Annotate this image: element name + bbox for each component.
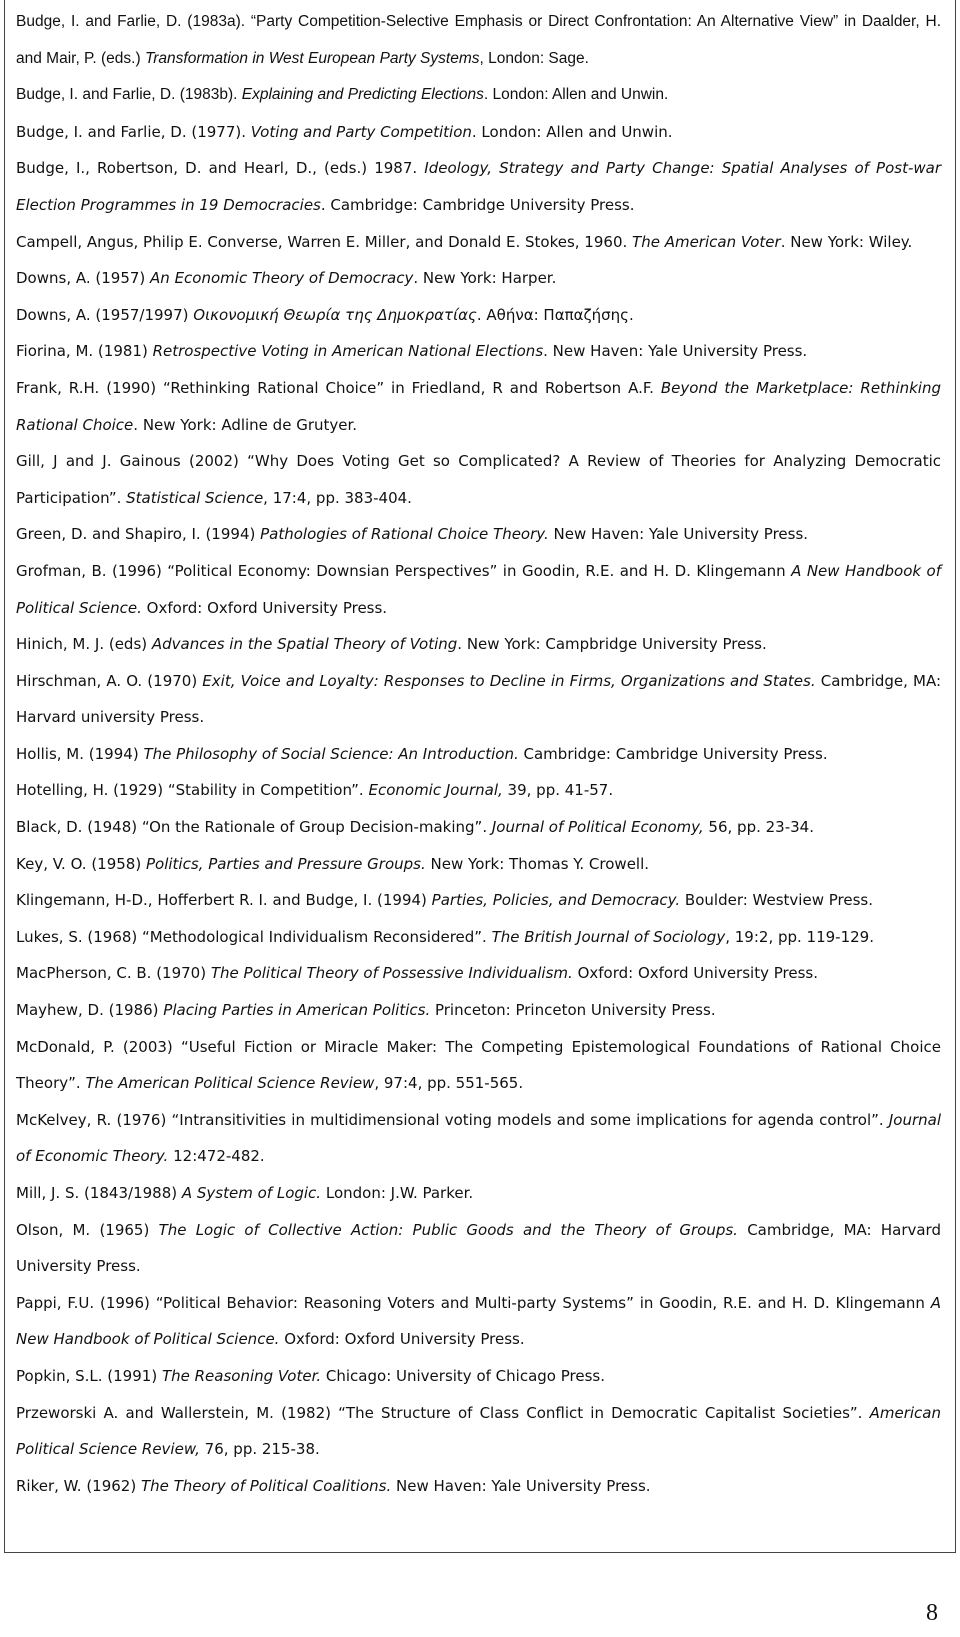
reference-text: New Haven: Yale University Press. xyxy=(391,1476,651,1495)
reference-title: Transformation in West European Party Systems xyxy=(144,49,480,67)
reference-text: London: J.W. Parker. xyxy=(321,1184,474,1202)
reference-title: Journal of Political Economy, xyxy=(491,818,704,837)
reference-entry xyxy=(16,663,941,736)
reference-text: . Cambridge: Cambridge University Press. xyxy=(320,195,635,214)
reference-text: Cambridge: Cambridge University Press. xyxy=(518,744,828,763)
reference-title: Journal of Economic Theory. xyxy=(16,1110,941,1166)
reference-title: Voting and Party Competition xyxy=(250,122,472,141)
reference-text: Downs, A. (1957/1997) xyxy=(16,305,194,324)
reference-text: Popkin, S.L. (1991) xyxy=(16,1366,162,1385)
reference-title: Parties, Policies, and Democracy. xyxy=(431,891,681,910)
reference-text: New Haven: Yale University Press. xyxy=(548,525,809,544)
reference-text: 76, pp. 215-38. xyxy=(199,1440,320,1459)
reference-text: . Αθήνα: Παπαζήσης. xyxy=(476,305,634,324)
reference-text: Key, V. O. (1958) xyxy=(16,854,146,873)
reference-title: The American Political Science Review xyxy=(85,1074,375,1093)
reference-text: . New York: Adline de Grutyer. xyxy=(133,415,358,434)
reference-text: Hollis, M. (1994) xyxy=(16,744,144,763)
reference-title: Οικονομική Θεωρία της Δημοκρατίας xyxy=(193,305,477,324)
reference-entry xyxy=(16,809,941,846)
reference-entry xyxy=(16,772,941,809)
reference-entry xyxy=(16,1395,941,1468)
reference-text: . New York: Wiley. xyxy=(780,232,913,251)
reference-title: Explaining and Predicting Elections xyxy=(241,86,484,104)
reference-entry xyxy=(16,443,941,516)
reference-text: 39, pp. 41-57. xyxy=(502,781,614,800)
reference-entry xyxy=(16,4,941,77)
reference-entry xyxy=(16,333,941,370)
reference-text: . London: Allen and Unwin. xyxy=(483,86,669,104)
reference-entry xyxy=(16,77,941,114)
reference-title: Economic Journal, xyxy=(368,781,503,800)
reference-text: Princeton: Princeton University Press. xyxy=(430,1001,716,1020)
reference-title: Beyond the Marketplace: Rethinking Rational Choice xyxy=(16,378,941,434)
reference-title: Placing Parties in American Politics. xyxy=(163,1001,431,1020)
reference-text: Cambridge, MA: Harvard University Press. xyxy=(16,1220,941,1276)
reference-text: Black, D. (1948) “On the Rationale of Group Decision-making”. xyxy=(16,818,492,837)
reference-text: Chicago: University of Chicago Press. xyxy=(321,1366,605,1385)
reference-title: Advances in the Spatial Theory of Voting xyxy=(151,635,458,654)
reference-entry xyxy=(16,919,941,956)
reference-title: Politics, Parties and Pressure Groups. xyxy=(145,854,426,873)
reference-title: The Logic of Collective Action: Public Goods and the Theory of Groups. xyxy=(158,1220,738,1239)
reference-entry xyxy=(16,626,941,663)
reference-text: . New York: Harper. xyxy=(413,269,557,288)
reference-entry xyxy=(16,150,941,223)
reference-entry xyxy=(16,553,941,626)
reference-entry xyxy=(16,114,941,151)
reference-entry xyxy=(16,736,941,773)
reference-text: Budge, I. and Farlie, D. (1983a). “Party Competition-Selective Emphasis or Direct Confrontation: An Alternative View” in Daalder, H. and Mair, P. (eds.) xyxy=(16,13,941,67)
reference-title: The British Journal of Sociology xyxy=(491,927,726,946)
reference-text: Mill, J. S. (1843/1988) xyxy=(16,1184,182,1202)
reference-text: Downs, A. (1957) xyxy=(16,269,151,288)
reference-text: Przeworski A. and Wallerstein, M. (1982) “The Structure of Class Conflict in Democratic Capitalist Societies”. xyxy=(16,1403,870,1422)
reference-text: Klingemann, H-D., Hofferbert R. I. and Budge, I. (1994) xyxy=(16,891,432,910)
reference-text: Green, D. and Shapiro, I. (1994) xyxy=(16,525,261,544)
reference-title: Pathologies of Rational Choice Theory. xyxy=(260,525,549,544)
reference-title: The American Voter xyxy=(632,232,781,251)
reference-text: . New York: Campbridge University Press. xyxy=(457,635,767,654)
reference-entry xyxy=(16,1212,941,1285)
reference-text: McDonald, P. (2003) “Useful Fiction or Miracle Maker: The Competing Epistemological Foundations of Rational Choice Theory”. xyxy=(16,1037,941,1093)
reference-entry xyxy=(16,1358,941,1395)
reference-title: A New Handbook of Political Science. xyxy=(16,1293,941,1349)
reference-entry xyxy=(16,992,941,1029)
reference-text: Hinich, M. J. (eds) xyxy=(16,635,152,654)
reference-text: , 97:4, pp. 551-565. xyxy=(374,1074,524,1093)
reference-text: Frank, R.H. (1990) “Rethinking Rational Choice” in Friedland, R and Robertson A.F. xyxy=(16,378,661,397)
reference-text: MacPherson, C. B. (1970) xyxy=(16,964,211,983)
reference-text: . London: Allen and Unwin. xyxy=(471,122,673,141)
reference-entry xyxy=(16,1102,941,1175)
reference-text: Gill, J and J. Gainous (2002) “Why Does Voting Get so Complicated? A Review of Theories for Analyzing Democratic Participation”. xyxy=(16,452,941,507)
reference-text: , 19:2, pp. 119-129. xyxy=(725,927,874,946)
reference-entry xyxy=(16,1175,941,1212)
reference-text: Campell, Angus, Philip E. Converse, Warren E. Miller, and Donald E. Stokes, 1960. xyxy=(16,232,633,251)
reference-title: A System of Logic. xyxy=(181,1184,322,1202)
reference-text: Oxford: Oxford University Press. xyxy=(141,598,388,617)
reference-text: Lukes, S. (1968) “Methodological Individualism Reconsidered”. xyxy=(16,927,492,946)
reference-title: American Political Science Review, xyxy=(16,1403,941,1459)
reference-text: McKelvey, R. (1976) “Intransitivities in multidimensional voting models and some implications for agenda control”. xyxy=(16,1110,889,1129)
reference-title: An Economic Theory of Democracy xyxy=(150,269,414,288)
reference-text: . New Haven: Yale University Press. xyxy=(543,342,808,361)
reference-text: Budge, I. and Farlie, D. (1977). xyxy=(16,122,251,141)
reference-text: Fiorina, M. (1981) xyxy=(16,342,153,361)
reference-text: Budge, I., Robertson, D. and Hearl, D., (eds.) 1987. xyxy=(16,159,425,178)
reference-text: Hotelling, H. (1929) “Stability in Competition”. xyxy=(16,781,369,800)
reference-text: Boulder: Westview Press. xyxy=(680,891,873,910)
reference-title: The Philosophy of Social Science: An Introduction. xyxy=(143,744,519,763)
reference-entry xyxy=(16,370,941,443)
reference-entry xyxy=(16,297,941,334)
reference-entry xyxy=(16,224,941,261)
reference-title: The Theory of Political Coalitions. xyxy=(140,1476,392,1495)
reference-text: Hirschman, A. O. (1970) xyxy=(16,671,203,690)
reference-title: A New Handbook of Political Science. xyxy=(16,561,941,617)
reference-text: Oxford: Oxford University Press. xyxy=(572,964,818,983)
reference-text: 56, pp. 23-34. xyxy=(703,818,814,837)
reference-title: Ideology, Strategy and Party Change: Spatial Analyses of Post-war Election Programmes in 19 Democracies xyxy=(16,159,941,214)
reference-entry xyxy=(16,955,941,992)
reference-text: Pappi, F.U. (1996) “Political Behavior: Reasoning Voters and Multi-party Systems” in Goodin, R.E. and H. D. Klingemann xyxy=(16,1293,931,1312)
reference-entry xyxy=(16,516,941,553)
reference-text: Mayhew, D. (1986) xyxy=(16,1001,164,1020)
reference-title: Statistical Science xyxy=(126,488,264,507)
reference-entry xyxy=(16,882,941,919)
reference-title: The Reasoning Voter. xyxy=(161,1366,322,1385)
reference-text: , London: Sage. xyxy=(479,49,589,67)
reference-entry xyxy=(16,260,941,297)
reference-text: 12:472-482. xyxy=(168,1147,265,1166)
reference-entry xyxy=(16,846,941,883)
reference-entry xyxy=(16,1285,941,1358)
reference-text: New York: Thomas Y. Crowell. xyxy=(425,854,650,873)
reference-text: Budge, I. and Farlie, D. (1983b). xyxy=(16,86,242,104)
reference-entry xyxy=(16,1468,941,1505)
reference-text: Oxford: Oxford University Press. xyxy=(279,1330,525,1349)
reference-entry xyxy=(16,1029,941,1102)
reference-text: Olson, M. (1965) xyxy=(16,1220,159,1239)
reference-text: Grofman, B. (1996) “Political Economy: Downsian Perspectives” in Goodin, R.E. and H. D. Klingemann xyxy=(16,561,792,580)
reference-list xyxy=(16,4,941,1504)
reference-title: Retrospective Voting in American National Elections xyxy=(152,342,544,361)
reference-text: , 17:4, pp. 383-404. xyxy=(263,488,412,507)
page-number: 8 xyxy=(926,1600,938,1626)
reference-text: Riker, W. (1962) xyxy=(16,1476,141,1495)
reference-title: The Political Theory of Possessive Individualism. xyxy=(210,964,573,983)
reference-title: Exit, Voice and Loyalty: Responses to Decline in Firms, Organizations and States. xyxy=(202,671,816,690)
reference-text: Cambridge, MA: Harvard university Press. xyxy=(16,671,941,727)
